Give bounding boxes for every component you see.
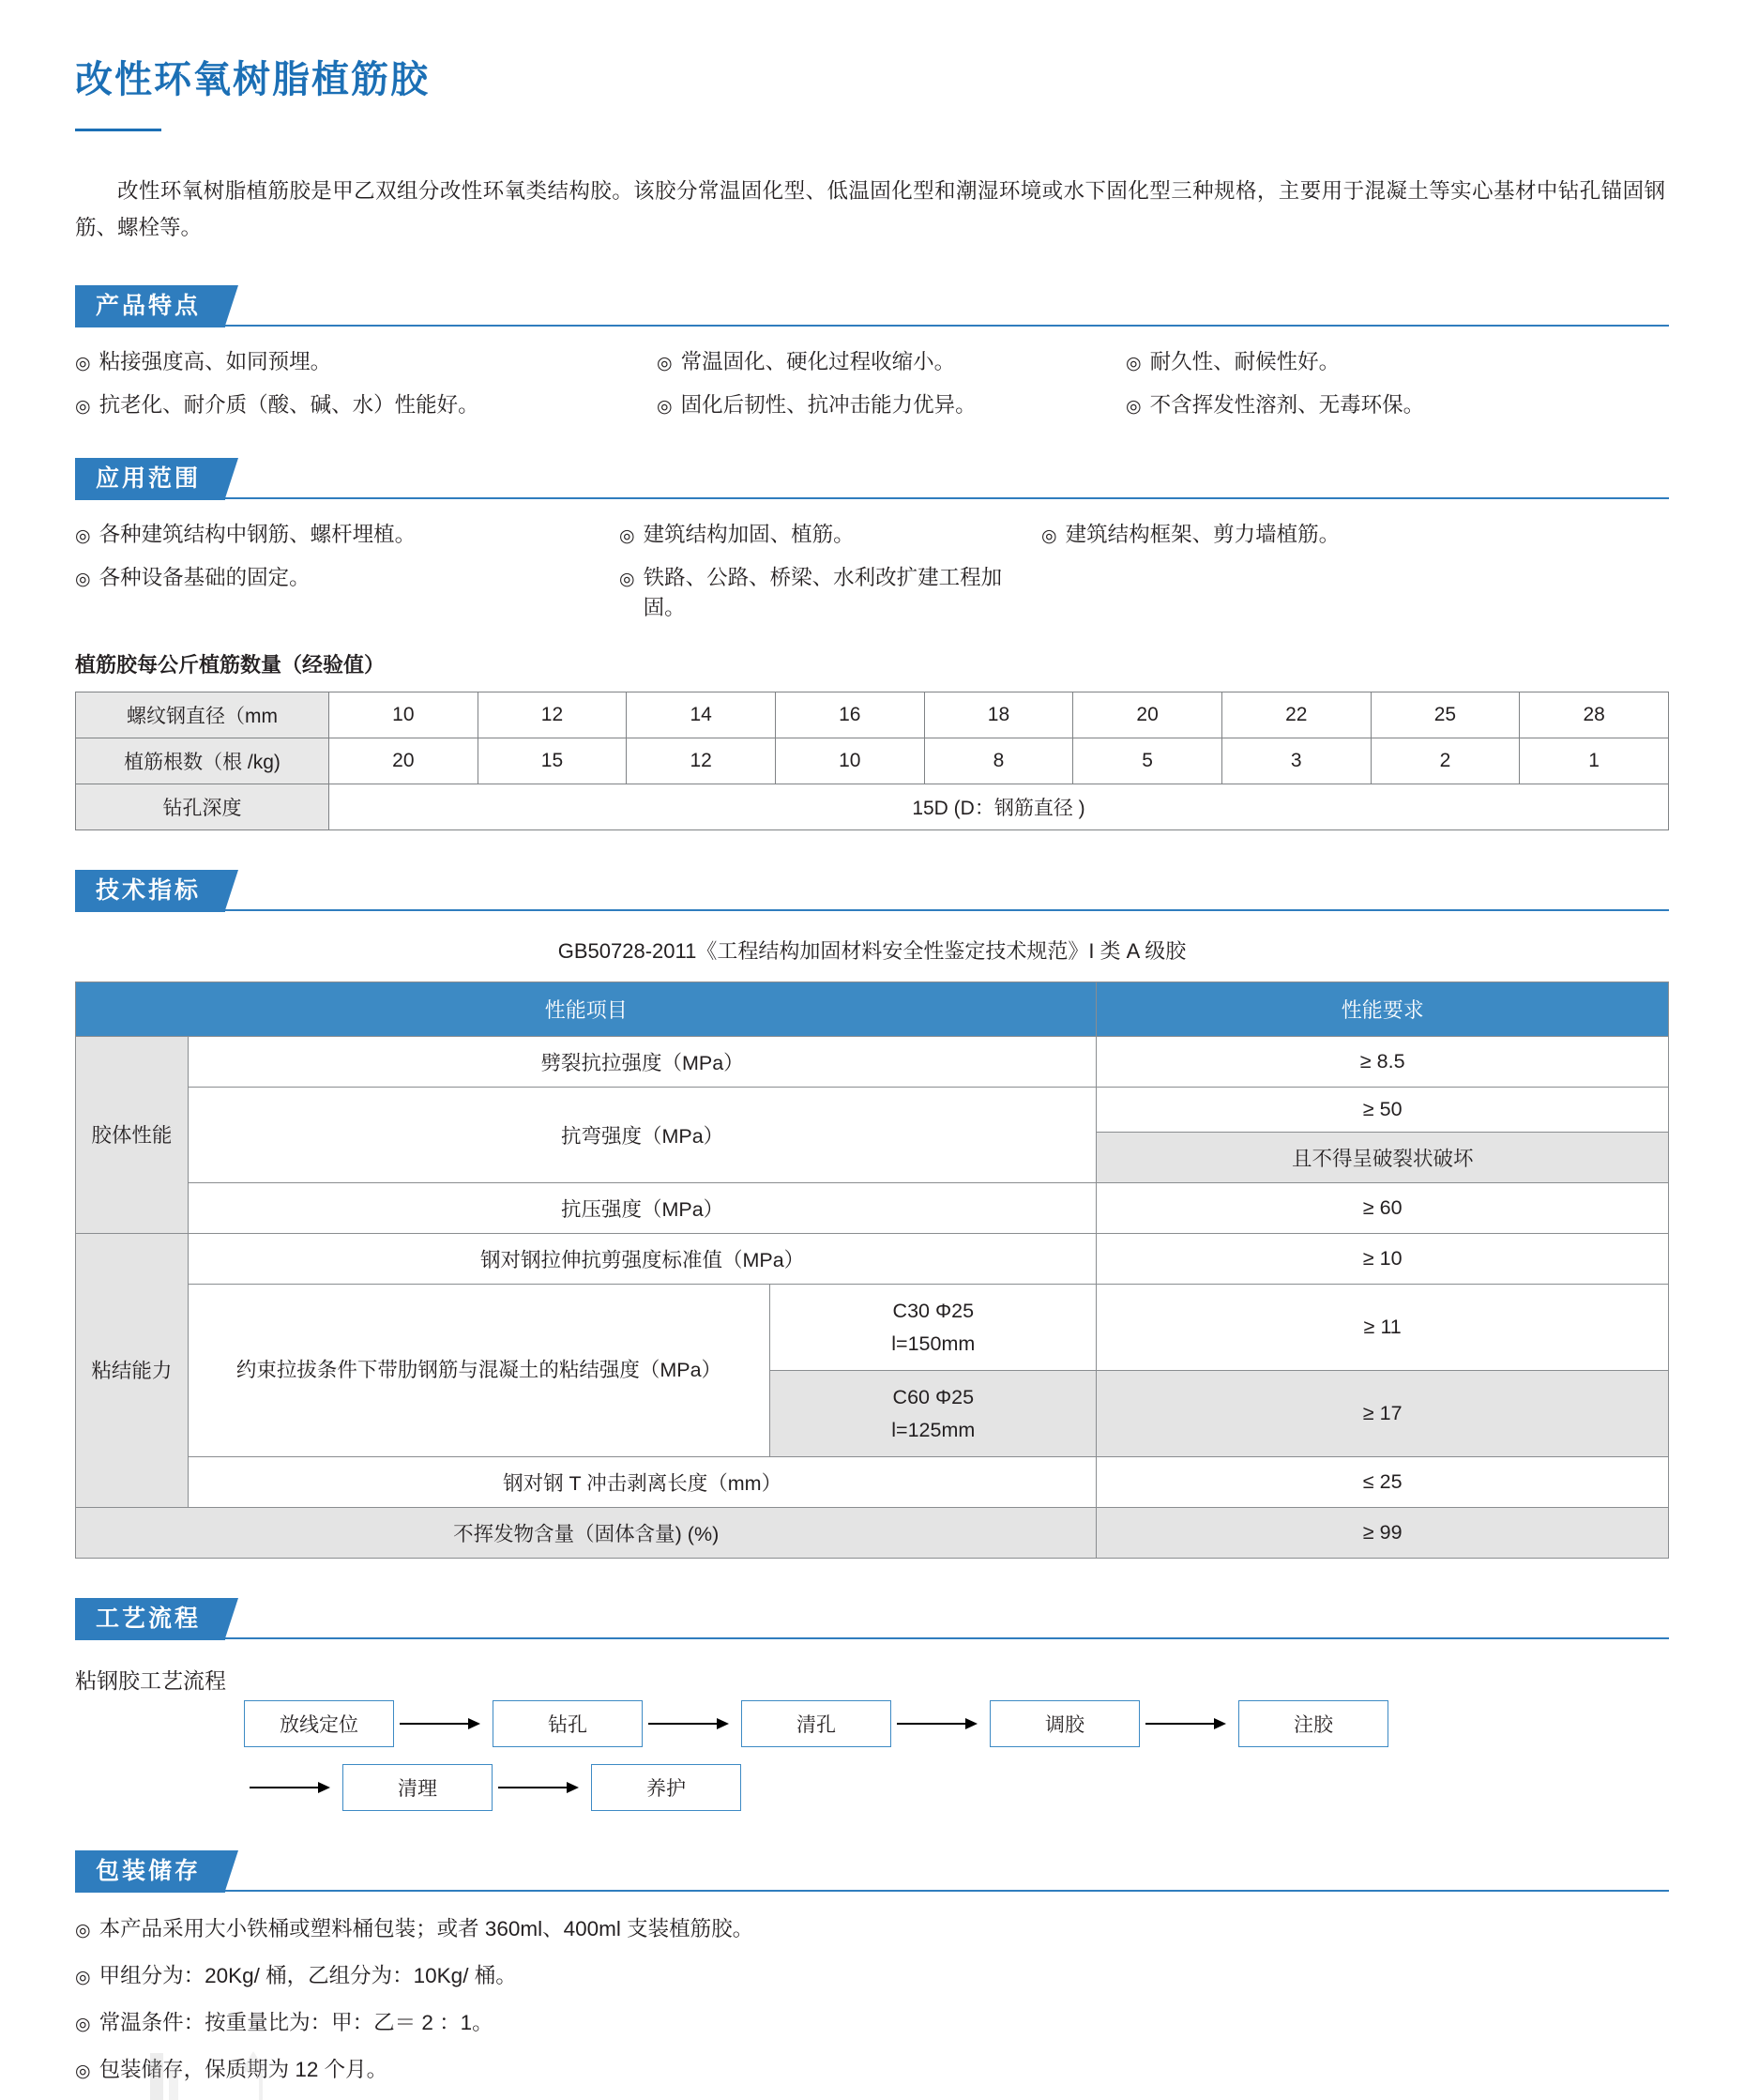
section-application <box>75 458 1669 830</box>
section-rule <box>75 909 1669 911</box>
bullet-icon: ◎ <box>75 526 91 547</box>
cell: 12 <box>627 738 776 784</box>
cell-item: 劈裂抗拉强度（MPa） <box>188 1037 1097 1088</box>
list-item <box>75 561 619 621</box>
bullet-icon: ◎ <box>75 1967 91 1987</box>
bullet-icon: ◎ <box>1041 526 1057 547</box>
intro-paragraph: 改性环氧树脂植筋胶是甲乙双组分改性环氧类结构胶。该胶分常温固化型、低温固化型和潮湿环境或水下固化型三种规格，主要用于混凝土等实心基材中钻孔锚固钢筋、螺栓等。 <box>75 178 1665 239</box>
cell-requirement: ≥ 99 <box>1097 1507 1669 1558</box>
cell: 14 <box>627 692 776 738</box>
cell: 2 <box>1371 738 1520 784</box>
list-item-label: 固化后韧性、抗冲击能力优异。 <box>680 393 977 418</box>
cell: 1 <box>1520 738 1669 784</box>
section-technical <box>75 870 1669 1559</box>
document-page <box>0 25 1744 2083</box>
table-row <box>76 692 1669 738</box>
arrow-icon <box>1140 1718 1238 1729</box>
section-rule <box>75 1637 1669 1639</box>
column-header-item: 性能项目 <box>76 982 1097 1037</box>
bullet-icon: ◎ <box>657 397 673 418</box>
cell-subitem-c60 <box>770 1371 1097 1457</box>
list-item-label: 建筑结构加固、植筋。 <box>643 523 855 547</box>
list-item-label: 铁路、公路、桥梁、水利改扩建工程加固。 <box>643 566 1003 620</box>
cell: 18 <box>924 692 1073 738</box>
list-item <box>657 388 1126 418</box>
cell: 20 <box>329 738 478 784</box>
cell-subitem-c60-spec: C60 Φ25 <box>892 1386 975 1409</box>
bullet-icon: ◎ <box>75 397 91 418</box>
table-row <box>76 1234 1669 1285</box>
cell-item: 钢对钢 T 冲击剥离长度（mm） <box>188 1456 1097 1507</box>
title-underline <box>75 129 161 131</box>
cell: 5 <box>1073 738 1222 784</box>
list-item-label: 各种建筑结构中钢筋、螺杆埋植。 <box>99 523 417 547</box>
arrow-icon <box>493 1782 591 1793</box>
row-header: 螺纹钢直径（mm <box>76 692 329 738</box>
cell-item: 抗弯强度（MPa） <box>188 1088 1097 1183</box>
list-item-label: 不含挥发性溶剂、无毒环保。 <box>1149 393 1425 418</box>
list-item <box>619 561 1041 621</box>
list-item <box>75 388 657 418</box>
cell: 3 <box>1221 738 1371 784</box>
rebar-table-caption: 植筋胶每公斤植筋数量（经验值） <box>75 653 386 677</box>
bullet-icon: ◎ <box>75 570 91 590</box>
flow-step: 放线定位 <box>244 1700 394 1747</box>
flow-row-2 <box>244 1764 1669 1811</box>
section-packing <box>75 1850 1669 2083</box>
table-row <box>76 1088 1669 1133</box>
table-row <box>76 1456 1669 1507</box>
section-header-packing <box>75 1850 1669 1892</box>
bullet-icon: ◎ <box>619 570 635 590</box>
row-header: 钻孔深度 <box>76 784 329 830</box>
column-header-requirement: 性能要求 <box>1097 982 1669 1037</box>
flow-step: 调胶 <box>990 1700 1140 1747</box>
cell: 12 <box>478 692 627 738</box>
row-header: 植筋根数（根 /kg) <box>76 738 329 784</box>
cell-requirement-note: 且不得呈破裂状破坏 <box>1097 1133 1669 1183</box>
cell: 28 <box>1520 692 1669 738</box>
section-title-application: 应用范围 <box>75 458 225 500</box>
list-item-label: 常温条件：按重量比为：甲：乙＝ 2 ：1。 <box>99 2010 493 2034</box>
cell: 25 <box>1371 692 1520 738</box>
section-title-features: 产品特点 <box>75 285 225 327</box>
cell: 15D (D：钢筋直径 ) <box>329 784 1669 830</box>
list-item-label: 常温固化、硬化过程收缩小。 <box>680 350 956 374</box>
cell-requirement: ≥ 11 <box>1097 1285 1669 1371</box>
cell-item: 不挥发物含量（固体含量) (%) <box>76 1507 1097 1558</box>
list-item <box>75 1912 1669 1942</box>
flow-step: 清理 <box>342 1764 493 1811</box>
list-item <box>1126 345 1669 375</box>
bullet-icon: ◎ <box>1126 397 1142 418</box>
process-flowchart <box>244 1700 1669 1811</box>
list-item <box>1126 388 1669 418</box>
packing-list <box>75 1912 1669 2083</box>
list-item <box>75 345 657 375</box>
flow-row-1 <box>244 1700 1669 1747</box>
table-row <box>76 1183 1669 1234</box>
section-header-process <box>75 1598 1669 1639</box>
technical-table <box>75 982 1669 1559</box>
arrow-icon <box>394 1718 493 1729</box>
section-rule <box>75 497 1669 499</box>
bullet-icon: ◎ <box>1126 354 1142 374</box>
cell: 8 <box>924 738 1073 784</box>
cell-requirement: ≤ 25 <box>1097 1456 1669 1507</box>
section-rule <box>75 1890 1669 1892</box>
cell-item: 抗压强度（MPa） <box>188 1183 1097 1234</box>
flow-step: 钻孔 <box>493 1700 643 1747</box>
flow-step: 清孔 <box>741 1700 891 1747</box>
group-label-glue-body: 胶体性能 <box>76 1037 189 1234</box>
list-item <box>1041 518 1669 548</box>
list-item-label: 建筑结构框架、剪力墙植筋。 <box>1065 523 1341 547</box>
list-item-label: 粘接强度高、如同预埋。 <box>99 350 332 374</box>
cell-item: 钢对钢拉伸抗剪强度标准值（MPa） <box>188 1234 1097 1285</box>
section-title-process: 工艺流程 <box>75 1598 225 1640</box>
bullet-icon: ◎ <box>75 354 91 374</box>
list-item <box>75 2006 1669 2036</box>
cell-requirement: ≥ 60 <box>1097 1183 1669 1234</box>
list-item <box>657 345 1126 375</box>
section-header-application <box>75 458 1669 499</box>
bullet-icon: ◎ <box>619 526 635 547</box>
watermark-logo <box>141 2044 310 2100</box>
cell: 15 <box>478 738 627 784</box>
list-item-label: 本产品采用大小铁桶或塑料桶包装；或者 360ml、400ml 支装植筋胶。 <box>99 1916 754 1940</box>
process-flow-label: 粘钢胶工艺流程 <box>75 1667 226 1693</box>
table-row <box>76 1507 1669 1558</box>
arrow-icon <box>891 1718 990 1729</box>
flow-step: 养护 <box>591 1764 741 1811</box>
list-item <box>75 1959 1669 1989</box>
cell-subitem-c30-spec: C30 Φ25 <box>892 1300 975 1323</box>
list-item <box>75 518 619 548</box>
section-rule <box>75 325 1669 327</box>
rebar-table <box>75 692 1669 830</box>
bullet-icon: ◎ <box>657 354 673 374</box>
cell-requirement: ≥ 10 <box>1097 1234 1669 1285</box>
section-title-packing: 包装储存 <box>75 1850 225 1893</box>
arrow-icon <box>244 1782 342 1793</box>
arrow-icon <box>643 1718 741 1729</box>
cell-subitem-c30-length: l=150mm <box>891 1332 976 1355</box>
bullet-icon: ◎ <box>75 2061 91 2081</box>
cell: 16 <box>775 692 924 738</box>
section-header-technical <box>75 870 1669 911</box>
cell-requirement: ≥ 50 <box>1097 1088 1669 1133</box>
application-list <box>75 518 1669 621</box>
list-item-label: 耐久性、耐候性好。 <box>1149 350 1341 374</box>
table-row <box>76 1037 1669 1088</box>
flow-step: 注胶 <box>1238 1700 1388 1747</box>
table-row <box>76 784 1669 830</box>
page-title: 改性环氧树脂植筋胶 <box>75 58 430 100</box>
list-item-label: 包装储存，保质期为 12 个月。 <box>99 2057 388 2081</box>
section-features <box>75 285 1669 418</box>
section-header-features <box>75 285 1669 327</box>
cell-requirement: ≥ 17 <box>1097 1371 1669 1457</box>
section-title-technical: 技术指标 <box>75 870 225 912</box>
list-item <box>619 518 1041 548</box>
cell: 10 <box>329 692 478 738</box>
list-item <box>75 2053 1669 2083</box>
bullet-icon: ◎ <box>75 1920 91 1940</box>
cell-subitem-c60-length: l=125mm <box>891 1418 976 1441</box>
standard-reference: GB50728-2011《工程结构加固材料安全性鉴定技术规范》I 类 A 级胶 <box>557 939 1187 964</box>
group-label-bond-ability: 粘结能力 <box>76 1234 189 1508</box>
cell: 10 <box>775 738 924 784</box>
table-row <box>76 738 1669 784</box>
table-row <box>76 1285 1669 1371</box>
cell: 20 <box>1073 692 1222 738</box>
cell-subitem-c30 <box>770 1285 1097 1371</box>
features-list <box>75 345 1669 418</box>
cell-requirement: ≥ 8.5 <box>1097 1037 1669 1088</box>
list-item-label: 抗老化、耐介质（酸、碱、水）性能好。 <box>99 393 479 418</box>
list-item-label: 甲组分为：20Kg/ 桶，乙组分为：10Kg/ 桶。 <box>99 1963 517 1987</box>
cell-item: 约束拉拔条件下带肋钢筋与混凝土的粘结强度（MPa） <box>188 1285 769 1457</box>
list-item-label: 各种设备基础的固定。 <box>99 566 311 590</box>
bullet-icon: ◎ <box>75 2014 91 2034</box>
cell: 22 <box>1221 692 1371 738</box>
section-process <box>75 1598 1669 1811</box>
table-header-row <box>76 982 1669 1037</box>
